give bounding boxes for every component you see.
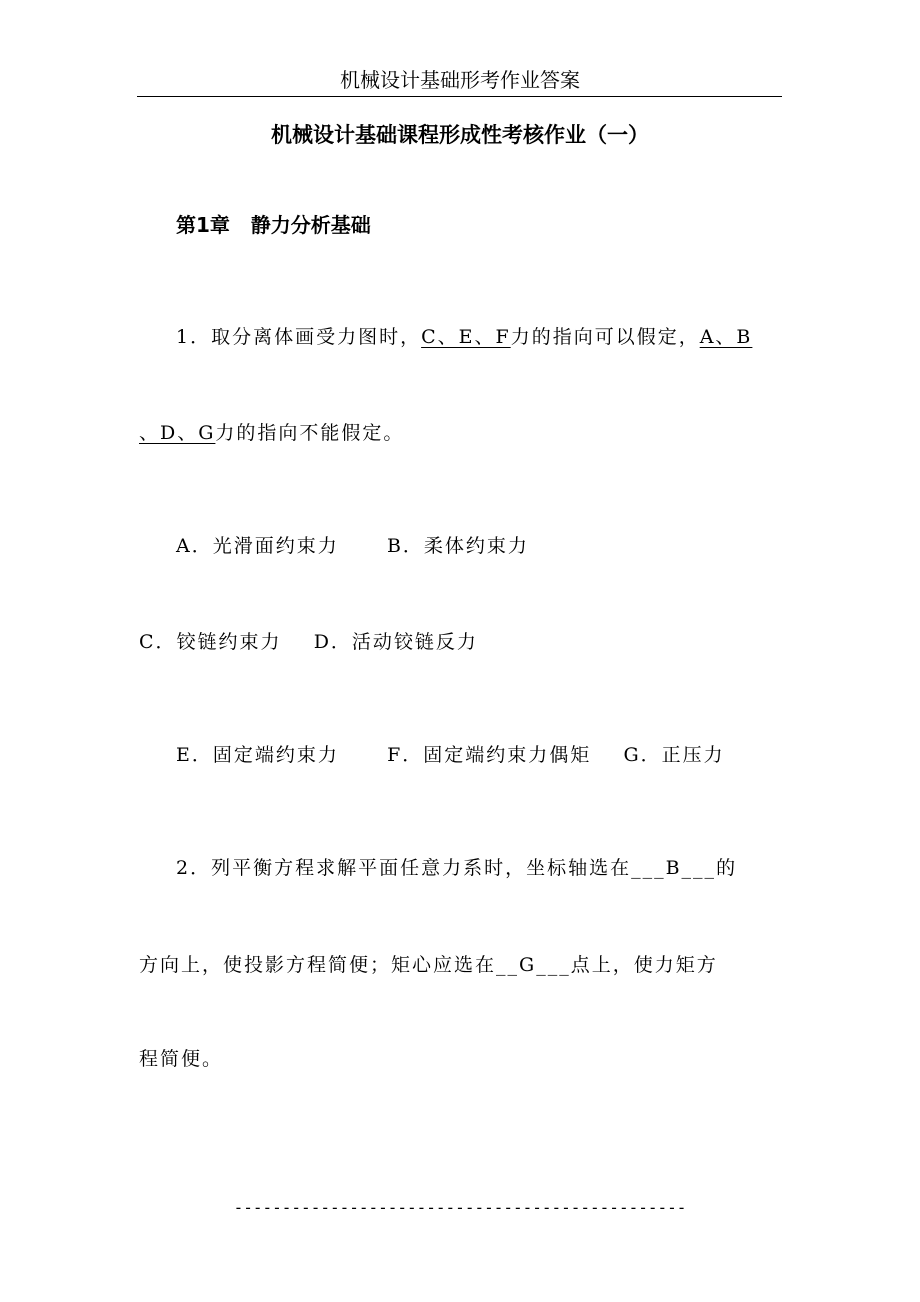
chapter-heading: 第1章 静力分析基础	[176, 213, 371, 237]
running-header: 机械设计基础形考作业答案	[340, 68, 580, 92]
question-2-text-a: 2．列平衡方程求解平面任意力系时，坐标轴选在	[176, 857, 632, 879]
question-2-text-c: 方向上，使投影方程简便；矩心应选在	[139, 954, 497, 976]
question-2-line-2	[139, 950, 718, 980]
question-1-line-1	[176, 322, 752, 352]
question-2-line-3: 程简便。	[139, 1048, 224, 1070]
question-2-line-1	[176, 853, 737, 883]
question-1-options-row-1: A．光滑面约束力 B．柔体约束力	[176, 535, 529, 557]
question-1-answer-assumable: C、E、F	[421, 326, 511, 348]
question-1-line-2	[139, 418, 404, 448]
question-2-answer-axis: ___B___	[631, 857, 717, 879]
question-1-answer-fixed-part2: 、D、G	[139, 422, 216, 444]
question-1-answer-fixed-part1: A、B	[699, 326, 753, 348]
question-1-options-row-3: E．固定端约束力 F．固定端约束力偶矩 G．正压力	[176, 744, 725, 766]
question-1-text-a: 1．取分离体画受力图时，	[176, 326, 422, 348]
question-2-text-b: 的	[716, 857, 738, 879]
header-rule	[137, 96, 782, 97]
document-title: 机械设计基础课程形成性考核作业（一）	[271, 123, 649, 147]
question-1-options-row-2: C．铰链约束力 D．活动铰链反力	[139, 631, 478, 653]
question-1-text-b: 力的指向可以假定，	[510, 326, 700, 348]
question-1-text-c: 力的指向不能假定。	[215, 422, 405, 444]
question-2-answer-moment-center: __G___	[496, 954, 571, 976]
question-2-text-d: 点上，使力矩方	[570, 954, 718, 976]
footer-dashed-line: -----------------------------------------------	[233, 1198, 687, 1217]
